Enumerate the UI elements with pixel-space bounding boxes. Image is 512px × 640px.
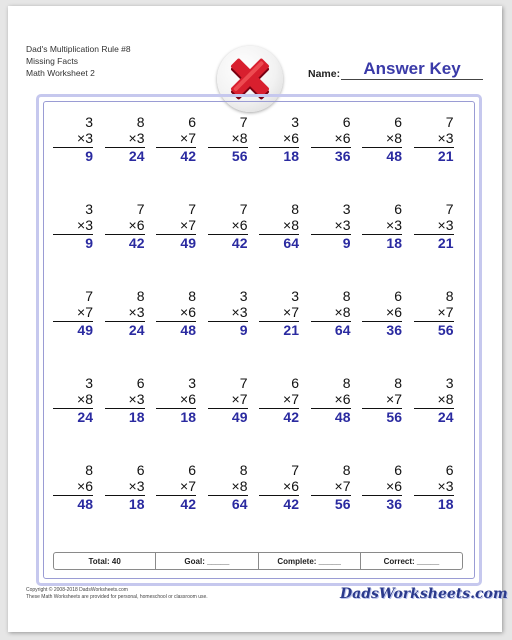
problem-factor-bottom: ×3	[437, 130, 454, 146]
problem-factor-top: 7	[136, 201, 145, 217]
problem-factor-top: 7	[445, 201, 454, 217]
problem-answer: 36	[386, 496, 402, 512]
problem-factor-bottom: ×3	[128, 391, 145, 407]
problem-factor-bottom: ×7	[180, 217, 196, 233]
problem-answer: 18	[437, 496, 454, 512]
problem-factor-top: 3	[85, 375, 93, 391]
problem-factor-bottom: ×7	[386, 391, 402, 407]
problem-factor-bottom: ×3	[128, 130, 145, 146]
worksheet-title: Dad's Multiplication Rule #8	[26, 44, 131, 54]
multiplication-problem	[156, 288, 196, 339]
multiplication-problem	[362, 288, 402, 339]
problem-answer: 56	[231, 148, 248, 164]
answer-key-label: Answer Key	[363, 59, 461, 78]
problem-factor-bottom: ×6	[334, 391, 351, 407]
problem-answer: 64	[231, 496, 248, 512]
multiplication-problem	[53, 462, 93, 513]
problems-frame	[36, 94, 482, 586]
problem-factor-bottom: ×8	[437, 391, 454, 407]
problem-factor-bottom: ×6	[283, 478, 299, 494]
problem-answer: 42	[180, 148, 196, 164]
problem-answer: 49	[180, 235, 196, 251]
multiplication-problem	[362, 114, 402, 165]
copyright-notice	[26, 587, 208, 600]
problem-factor-top: 3	[85, 114, 93, 130]
problem-answer: 24	[77, 409, 93, 425]
worksheet-page	[8, 6, 508, 632]
problem-factor-top: 6	[188, 462, 196, 478]
problem-factor-bottom: ×7	[283, 304, 299, 320]
problem-factor-top: 8	[291, 201, 299, 217]
problem-factor-top: 6	[394, 201, 402, 217]
multiplication-problem	[414, 114, 454, 165]
problem-answer: 24	[128, 322, 145, 338]
problem-answer: 64	[334, 322, 351, 338]
multiplication-problem	[208, 114, 248, 165]
problem-answer: 21	[437, 235, 454, 251]
problem-factor-top: 6	[394, 462, 402, 478]
problem-factor-bottom: ×8	[231, 478, 248, 494]
multiplication-problem	[156, 114, 196, 165]
problem-answer: 42	[231, 235, 248, 251]
problem-factor-top: 6	[188, 114, 196, 130]
problem-factor-bottom: ×6	[386, 304, 402, 320]
problem-answer: 24	[128, 148, 145, 164]
problem-answer: 24	[437, 409, 454, 425]
problem-factor-bottom: ×8	[386, 130, 402, 146]
problem-factor-bottom: ×8	[77, 391, 93, 407]
multiplication-problem	[53, 375, 93, 426]
problem-factor-top: 3	[239, 288, 248, 304]
multiplication-problem	[362, 201, 402, 252]
problem-answer: 56	[334, 496, 351, 512]
problem-answer: 49	[231, 409, 248, 425]
name-label: Name:	[308, 68, 341, 80]
problem-answer: 64	[283, 235, 299, 251]
problem-factor-bottom: ×3	[77, 130, 93, 146]
multiplication-problem	[362, 462, 402, 513]
problem-factor-top: 8	[85, 462, 93, 478]
problem-factor-bottom: ×3	[77, 217, 93, 233]
multiplication-problem	[311, 114, 351, 165]
multiplication-problem	[414, 375, 454, 426]
multiplication-problem	[311, 201, 351, 252]
problem-answer: 48	[77, 496, 93, 512]
problem-factor-bottom: ×8	[231, 130, 248, 146]
problem-answer: 36	[334, 148, 351, 164]
multiplication-problem	[156, 201, 196, 252]
problem-answer: 42	[283, 496, 299, 512]
problem-factor-bottom: ×6	[386, 478, 402, 494]
multiplication-problem	[259, 201, 299, 252]
multiplication-problem	[259, 114, 299, 165]
problem-factor-top: 8	[136, 114, 145, 130]
multiplication-problem	[259, 462, 299, 513]
problem-factor-top: 3	[188, 375, 196, 391]
problem-factor-bottom: ×6	[77, 478, 93, 494]
multiplication-problem	[259, 375, 299, 426]
problem-answer: 56	[386, 409, 402, 425]
problem-factor-top: 6	[136, 462, 145, 478]
problem-factor-top: 7	[239, 375, 248, 391]
problem-factor-bottom: ×7	[77, 304, 93, 320]
multiplication-problem	[311, 288, 351, 339]
problem-answer: 18	[128, 496, 145, 512]
problem-factor-top: 3	[445, 375, 454, 391]
multiplication-problem	[208, 375, 248, 426]
multiplication-problem	[414, 288, 454, 339]
problem-factor-bottom: ×7	[437, 304, 454, 320]
goal-cell: Goal: _____	[156, 553, 258, 569]
problem-answer: 18	[386, 235, 402, 251]
problem-factor-top: 6	[291, 375, 299, 391]
problem-answer: 18	[180, 409, 196, 425]
problem-factor-bottom: ×8	[334, 304, 351, 320]
multiplication-problem	[53, 201, 93, 252]
usage-line: These Math Worksheets are provided for personal, homeschool or classroom use.	[26, 593, 208, 600]
problem-factor-top: 7	[239, 114, 248, 130]
multiplication-problem	[105, 201, 145, 252]
problem-factor-top: 3	[291, 288, 299, 304]
multiplication-problem	[208, 288, 248, 339]
correct-cell: Correct: _____	[383, 556, 440, 566]
multiplication-problem	[53, 288, 93, 339]
problem-factor-top: 8	[394, 375, 402, 391]
problem-answer: 42	[128, 235, 145, 251]
copyright-line: Copyright © 2008-2018 DadsWorksheets.com	[26, 587, 128, 593]
multiplication-problem	[156, 375, 196, 426]
problem-factor-top: 8	[239, 462, 248, 478]
problem-factor-bottom: ×6	[128, 217, 145, 233]
problem-answer: 48	[334, 409, 351, 425]
multiplication-problem	[311, 462, 351, 513]
problem-factor-bottom: ×8	[283, 217, 299, 233]
problem-factor-bottom: ×3	[231, 304, 248, 320]
problem-factor-bottom: ×6	[283, 130, 299, 146]
multiplication-problem	[311, 375, 351, 426]
problem-factor-top: 3	[85, 201, 93, 217]
total-cell: Total: 40	[54, 553, 156, 569]
problem-factor-top: 6	[342, 114, 351, 130]
multiplication-problem	[105, 462, 145, 513]
problem-answer: 18	[128, 409, 145, 425]
multiplication-problem	[105, 375, 145, 426]
problem-factor-bottom: ×3	[437, 478, 454, 494]
problem-factor-top: 8	[188, 288, 196, 304]
problem-factor-bottom: ×6	[180, 391, 196, 407]
problem-answer: 18	[283, 148, 299, 164]
multiplication-problem	[208, 462, 248, 513]
problem-factor-bottom: ×3	[128, 304, 145, 320]
multiplication-problem	[259, 288, 299, 339]
problem-answer: 48	[180, 322, 196, 338]
problem-factor-bottom: ×7	[231, 391, 248, 407]
multiplication-problem	[362, 375, 402, 426]
complete-cell: Complete: _____	[259, 553, 361, 569]
problem-factor-bottom: ×3	[128, 478, 145, 494]
problem-factor-bottom: ×3	[334, 217, 351, 233]
problem-answer: 21	[437, 148, 454, 164]
problem-factor-top: 7	[445, 114, 454, 130]
name-underline	[341, 79, 483, 80]
problem-factor-bottom: ×7	[180, 478, 196, 494]
problem-factor-top: 6	[136, 375, 145, 391]
multiplication-problem	[208, 201, 248, 252]
problem-factor-top: 7	[188, 201, 196, 217]
worksheet-number: Math Worksheet 2	[26, 68, 95, 78]
problem-answer: 56	[437, 322, 454, 338]
problem-factor-bottom: ×7	[283, 391, 299, 407]
problem-factor-bottom: ×3	[437, 217, 454, 233]
problem-answer: 9	[85, 235, 93, 251]
problem-answer: 42	[180, 496, 196, 512]
problem-factor-bottom: ×6	[334, 130, 351, 146]
problem-factor-top: 6	[394, 114, 402, 130]
problem-factor-bottom: ×6	[180, 304, 196, 320]
problem-factor-top: 7	[85, 288, 93, 304]
problem-factor-top: 8	[342, 375, 351, 391]
problem-factor-bottom: ×7	[180, 130, 196, 146]
problem-answer: 49	[77, 322, 93, 338]
multiplication-problem	[105, 288, 145, 339]
multiplication-problem	[414, 201, 454, 252]
problem-factor-bottom: ×7	[334, 478, 351, 494]
problem-factor-top: 8	[342, 462, 351, 478]
score-footer	[53, 552, 463, 570]
problem-answer: 48	[386, 148, 402, 164]
problem-answer: 21	[283, 322, 299, 338]
problem-factor-top: 8	[136, 288, 145, 304]
problem-factor-top: 3	[291, 114, 299, 130]
multiplication-problem	[53, 114, 93, 165]
multiplication-problem	[156, 462, 196, 513]
problem-factor-top: 8	[445, 288, 454, 304]
problem-factor-top: 7	[239, 201, 248, 217]
worksheet-subtitle: Missing Facts	[26, 56, 78, 66]
problem-answer: 9	[239, 322, 248, 338]
dadsworksheets-logo: DadsWorksheets.com	[340, 586, 508, 602]
problem-answer: 9	[342, 235, 351, 251]
problem-answer: 9	[85, 148, 93, 164]
problem-factor-top: 6	[445, 462, 454, 478]
multiplication-problem	[414, 462, 454, 513]
problem-factor-top: 7	[291, 462, 299, 478]
problem-factor-top: 3	[342, 201, 351, 217]
multiplication-problem	[105, 114, 145, 165]
problem-factor-top: 8	[342, 288, 351, 304]
problem-factor-top: 6	[394, 288, 402, 304]
problem-factor-bottom: ×3	[386, 217, 402, 233]
problem-answer: 36	[386, 322, 402, 338]
problem-answer: 42	[283, 409, 299, 425]
problem-factor-bottom: ×6	[231, 217, 248, 233]
